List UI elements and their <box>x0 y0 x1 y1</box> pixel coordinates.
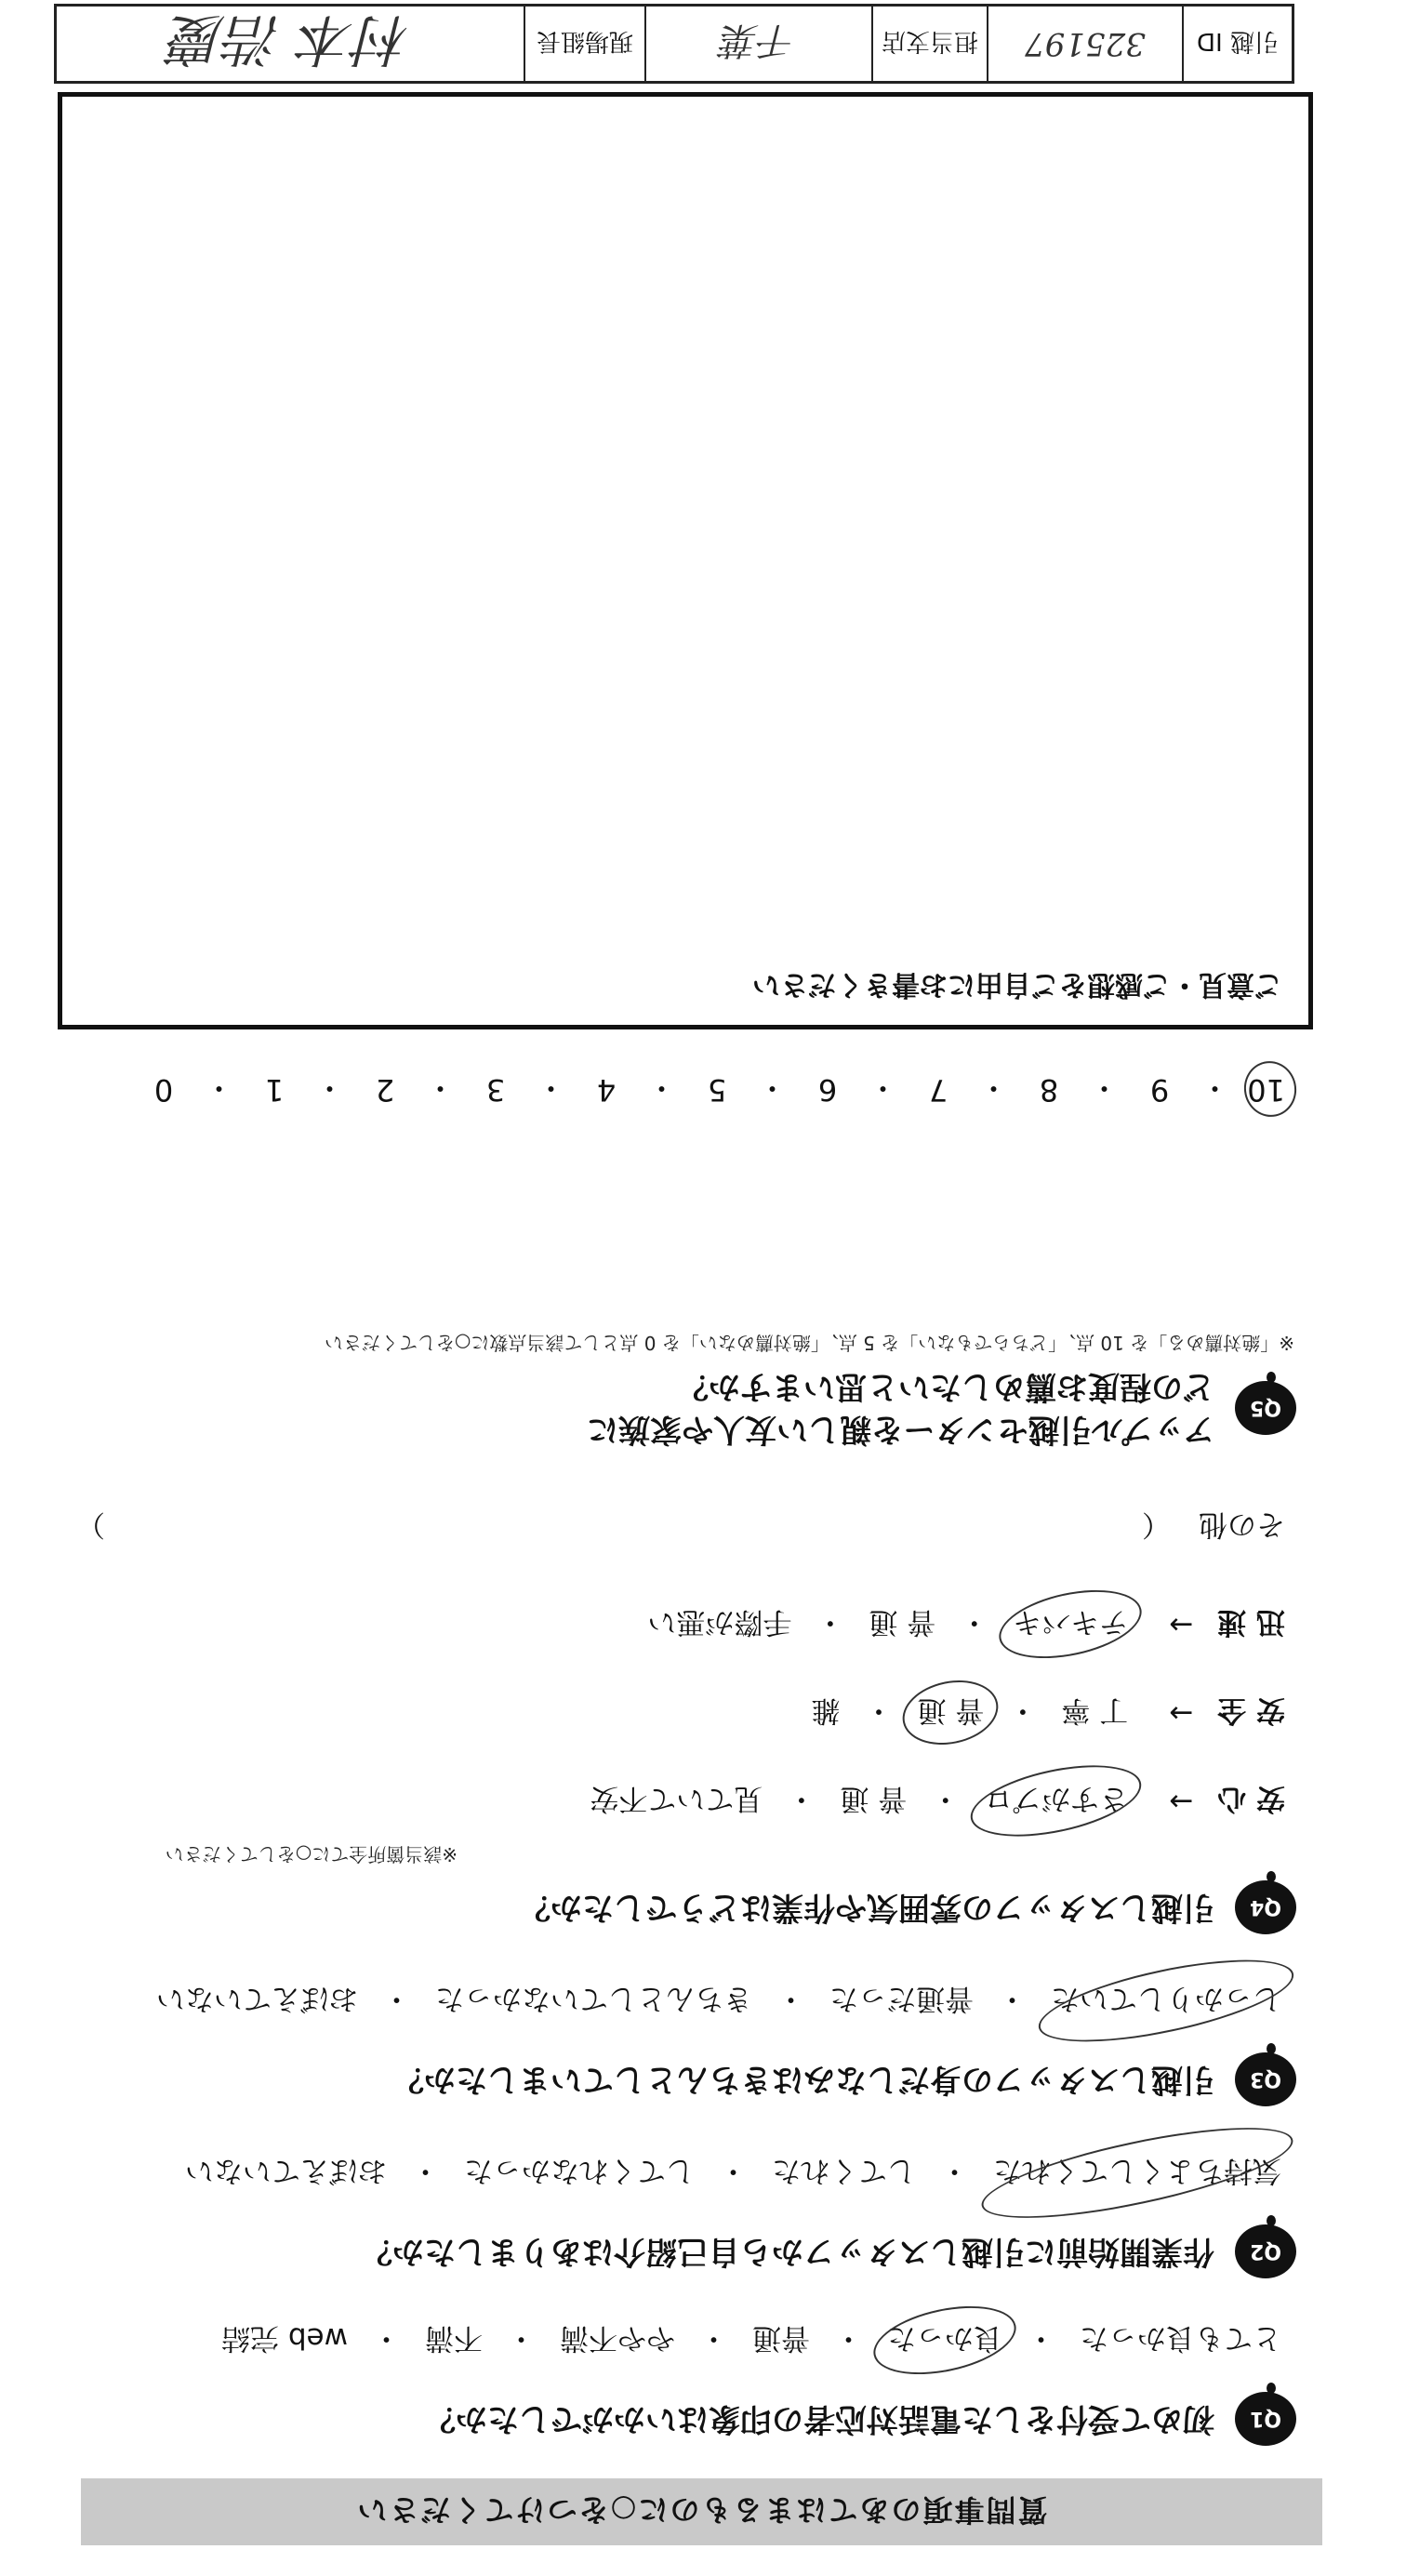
q5-score[interactable]: 7 <box>928 1072 948 1108</box>
q1-badge: Q1 <box>1235 2392 1296 2446</box>
q1-option[interactable]: とても良かった <box>1080 2321 1281 2355</box>
q5-question <box>587 1365 1214 1451</box>
q5-row <box>587 1365 1296 1451</box>
q5-badge: Q5 <box>1235 1381 1296 1435</box>
leader-signature: 村本 浩慶 <box>169 7 411 72</box>
q3-option-selected[interactable]: しっかりしていた <box>1047 1981 1285 2023</box>
q4-option[interactable]: 見ていて不安 <box>590 1782 763 1815</box>
q1-option[interactable]: 不満 <box>425 2321 483 2355</box>
q4-option-selected[interactable]: 普 通 <box>914 1693 988 1734</box>
q3-option[interactable]: きちんとしていなかった <box>435 1982 752 2015</box>
q4-row-label: 安 心 <box>1217 1782 1285 1815</box>
q2-option[interactable]: してくれなかった <box>464 2154 695 2187</box>
q5-score[interactable]: 8 <box>1039 1072 1059 1108</box>
q5-note: ※「絶対薦める」を 10 点、「どちらでもない」を 5 点、「絶対薦めない」を 0 点として該当点数に○をしてください <box>324 1332 1294 1354</box>
q5-score[interactable]: 3 <box>485 1072 506 1108</box>
q4-option[interactable]: 普 通 <box>840 1782 908 1815</box>
q2-badge: Q2 <box>1235 2224 1296 2278</box>
leader-label: 現場組長 <box>524 7 644 81</box>
q5-score[interactable]: 2 <box>375 1072 395 1108</box>
q5-score[interactable]: 9 <box>1149 1072 1170 1108</box>
q2-question: 作業開始前に引越しスタッフから自己紹介はありましたか？ <box>361 2233 1214 2270</box>
comment-box-title: ご意見・ご感想をご自由にお書きください <box>752 968 1282 1001</box>
branch-label: 担当支店 <box>871 7 987 81</box>
q1-option[interactable]: やや不満 <box>560 2321 675 2355</box>
q3-row <box>392 2052 1296 2106</box>
arrow-icon: → <box>1169 1608 1194 1642</box>
arrow-icon: → <box>1169 1696 1194 1731</box>
q1-option-selected[interactable]: 良かった <box>883 2320 1006 2362</box>
q5-question-line1: アップル引越センターを親しい友人や家族に <box>587 1411 1214 1448</box>
q4-other-label: その他 <box>1199 1507 1285 1541</box>
q4-option[interactable]: 丁 寧 <box>1061 1693 1129 1727</box>
q3-badge: Q3 <box>1235 2052 1296 2106</box>
q5-score[interactable]: 4 <box>596 1072 617 1108</box>
q4-row-anshin: 安 心 → さすがプロ ・ 普 通 ・ 見ていて不安 <box>586 1781 1285 1823</box>
q4-option[interactable]: 雑 <box>811 1693 841 1727</box>
q2-option[interactable]: してくれた <box>772 2154 916 2187</box>
q4-option[interactable]: 普 通 <box>869 1605 936 1639</box>
q4-question: 引越しスタッフの雰囲気や作業はどうでしたか？ <box>519 1889 1214 1926</box>
q1-options: とても良かった ・ 良かった ・ 普通 ・ やや不満 ・ 不満 ・ web 完結 <box>218 2320 1285 2362</box>
q4-row-jinsoku: 迅 速 → テキパキ ・ 普 通 ・ 手際が悪い <box>643 1604 1285 1646</box>
q4-other-row <box>76 1507 1285 1548</box>
q5-score[interactable]: 6 <box>817 1072 838 1108</box>
q1-option[interactable]: 普通 <box>752 2321 810 2355</box>
arrow-icon: → <box>1169 1785 1194 1819</box>
q4-row <box>519 1880 1296 1934</box>
q3-option[interactable]: おぼえていない <box>156 1982 358 2015</box>
q4-option-selected[interactable]: さすがプロ <box>980 1781 1132 1823</box>
q4-row-label: 安 全 <box>1217 1693 1285 1727</box>
q2-option[interactable]: おぼえていない <box>185 2154 387 2187</box>
q4-row-anzen: 安 全 → 丁 寧 ・ 普 通 ・ 雑 <box>808 1693 1286 1734</box>
hikkoshi-id-label: 引越 ID <box>1182 7 1292 81</box>
q4-other-open: （ <box>1142 1507 1171 1541</box>
q5-score-selected[interactable]: 10 <box>1247 1072 1285 1108</box>
header-table <box>54 4 1294 84</box>
branch-value: 千葉 <box>644 7 871 81</box>
hikkoshi-id-value: 325197 <box>987 7 1182 81</box>
instructions-banner: 質問事項のあてはまるものに○をつけてください <box>81 2478 1322 2545</box>
q4-other-close: ） <box>76 1507 105 1541</box>
q5-score[interactable]: 5 <box>707 1072 727 1108</box>
q2-options: 気持ちよくしてくれた ・ してくれた ・ してくれなかった ・ おぼえていない <box>181 2153 1285 2195</box>
q5-question-line2: どの程度お薦めしたいと思いますか？ <box>677 1368 1214 1405</box>
q5-scale: 10 ・ 9 ・ 8 ・ 7 ・ 6 ・ 5 ・ 4 ・ 3 ・ 2 ・ 1 ・ 0 <box>149 1069 1285 1111</box>
q1-option[interactable]: web 完結 <box>221 2321 348 2355</box>
q5-score[interactable]: 1 <box>264 1072 285 1108</box>
q1-question: 初めて受付をした電話対応者の印象はいかがでしたか？ <box>424 2400 1214 2437</box>
q5-score[interactable]: 0 <box>153 1072 174 1108</box>
q4-row-label: 迅 速 <box>1217 1605 1285 1639</box>
q3-option[interactable]: 普通だった <box>829 1982 974 2015</box>
q4-badge: Q4 <box>1235 1880 1296 1934</box>
q4-note: ※該当箇所全てに○をしてください <box>165 1843 458 1866</box>
q2-row <box>361 2224 1296 2278</box>
q2-option-selected[interactable]: 気持ちよくしてくれた <box>989 2153 1285 2195</box>
comment-box[interactable] <box>58 92 1313 1029</box>
q3-options: しっかりしていた ・ 普通だった ・ きちんとしていなかった ・ おぼえていない <box>153 1981 1285 2023</box>
q1-row <box>424 2392 1296 2446</box>
q3-question: 引越しスタッフの身だしなみはきちんとしていましたか？ <box>392 2061 1214 2098</box>
q4-option-selected[interactable]: テキパキ <box>1009 1604 1132 1646</box>
q4-option[interactable]: 手際が悪い <box>647 1605 792 1639</box>
